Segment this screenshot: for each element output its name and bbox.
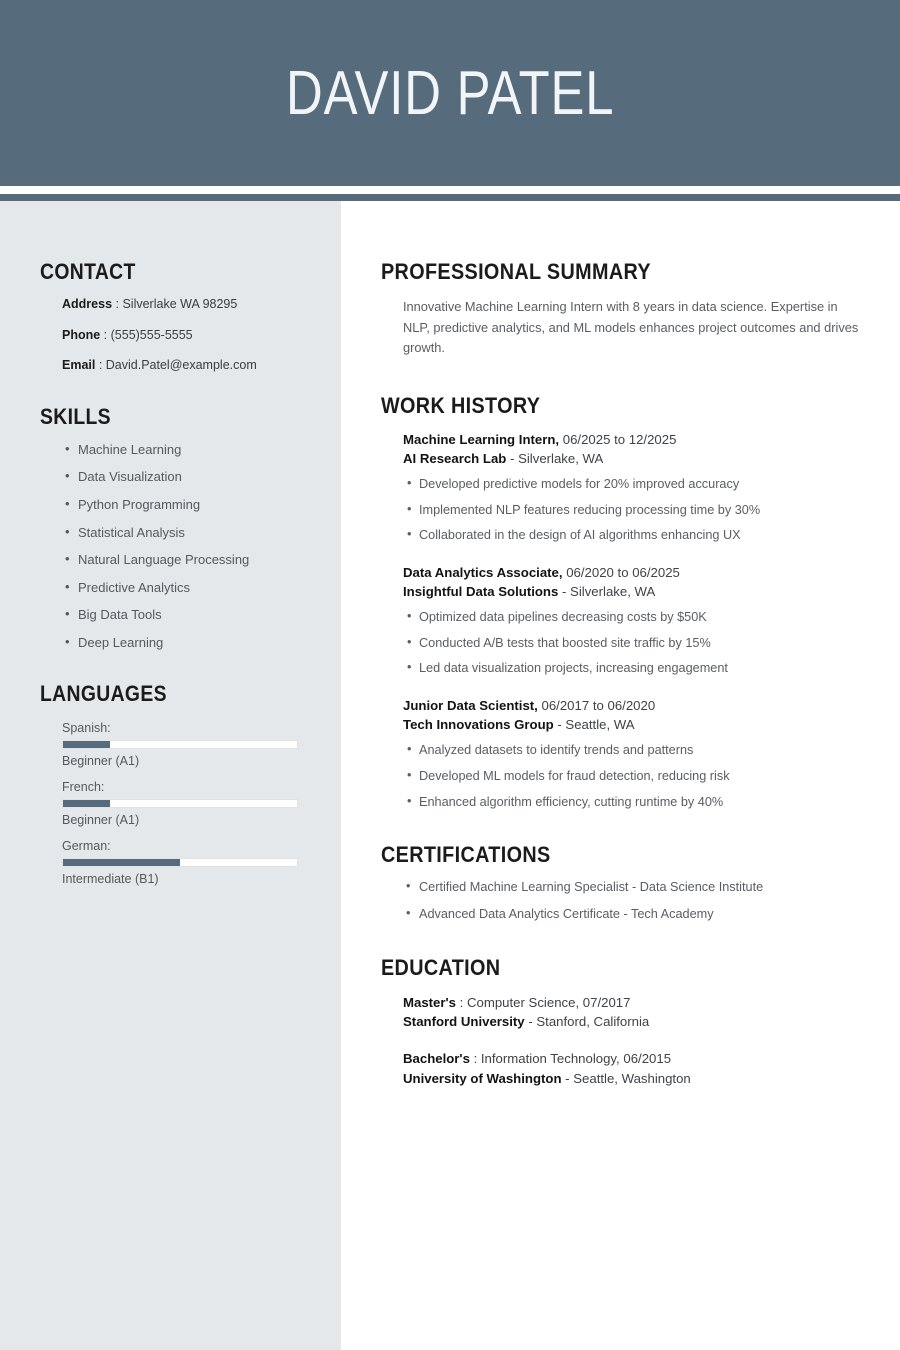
education-entry [381, 993, 860, 1031]
contact-list [40, 297, 311, 374]
certifications-heading: CERTIFICATIONS [381, 842, 551, 868]
list-item: • Analyzed datasets to identify trends and patterns [419, 743, 860, 759]
contact-section [40, 259, 311, 374]
main-column [341, 201, 900, 1350]
contact-item-address [62, 297, 311, 313]
job-title: Junior Data Scientist, [403, 698, 538, 714]
job-title-line [403, 697, 860, 716]
job-location: - Silverlake, WA [506, 450, 604, 466]
page-title: DAVID PATEL [285, 58, 615, 128]
job-entry [381, 431, 860, 544]
job-bullets [403, 610, 860, 678]
job-location: - Silverlake, WA [558, 583, 656, 599]
list-item: • Developed ML models for fraud detection, reducing risk [419, 769, 860, 785]
contact-item-phone [62, 328, 311, 344]
language-proficiency-bar [62, 799, 298, 808]
contact-value-address: Silverlake WA 98295 [122, 297, 238, 311]
language-item-spanish [62, 721, 311, 768]
contact-sep-email: : [95, 358, 106, 373]
job-dates: 06/2025 to 12/2025 [559, 432, 677, 448]
skills-section [40, 404, 311, 651]
languages-list [40, 719, 311, 886]
job-title-line [403, 431, 860, 450]
contact-value-email: David.Patel@example.com [105, 358, 257, 373]
job-company: Tech Innovations Group [403, 717, 554, 733]
list-item: • Implemented NLP features reducing processing time by 30% [419, 503, 860, 519]
language-proficiency-bar [62, 740, 298, 749]
summary-text: Innovative Machine Learning Intern with 8 years in data science. Expertise in NLP, predictive analytics, and ML models enhances project outcomes and drives growth. [403, 299, 859, 356]
job-entry [381, 697, 860, 810]
resume-header [0, 0, 900, 186]
language-name: German: [62, 838, 111, 853]
skills-list [40, 442, 311, 651]
list-item: • Deep Learning [78, 635, 311, 651]
language-name: French: [62, 779, 105, 794]
list-item: • Statistical Analysis [78, 525, 311, 541]
job-dates: 06/2020 to 06/2025 [562, 565, 680, 581]
education-school-line [403, 1069, 860, 1088]
list-item: • Led data visualization projects, increasing engagement [419, 661, 860, 677]
list-item: • Natural Language Processing [78, 552, 311, 568]
language-level: Beginner (A1) [62, 812, 140, 827]
list-item: • Python Programming [78, 497, 311, 513]
contact-heading: CONTACT [40, 259, 136, 284]
education-section [381, 955, 860, 1088]
job-title: Machine Learning Intern, [403, 432, 560, 448]
education-degree-line [403, 1049, 860, 1068]
education-location: - Stanford, California [524, 1014, 650, 1030]
education-field: : Computer Science, 07/2017 [455, 995, 631, 1011]
list-item: • Collaborated in the design of AI algorithms enhancing UX [419, 528, 860, 544]
education-heading: EDUCATION [381, 955, 501, 981]
header-gap [0, 186, 900, 194]
job-dates: 06/2017 to 06/2020 [537, 698, 656, 714]
list-item: • Enhanced algorithm efficiency, cutting runtime by 40% [419, 795, 860, 811]
list-item: • Machine Learning [78, 442, 311, 458]
list-item: • Predictive Analytics [78, 580, 311, 596]
header-accent-stripe [0, 194, 900, 201]
job-company-line [403, 450, 860, 469]
work-history-heading: WORK HISTORY [381, 393, 541, 419]
language-level: Beginner (A1) [62, 753, 140, 768]
language-proficiency-fill [63, 859, 180, 866]
summary-heading: PROFESSIONAL SUMMARY [381, 259, 651, 284]
language-proficiency-fill [63, 800, 110, 807]
job-bullets [403, 477, 860, 545]
job-bullets [403, 743, 860, 811]
certifications-list [381, 880, 860, 923]
list-item: • Advanced Data Analytics Certificate - Tech Academy [419, 907, 860, 923]
education-degree: Master's [403, 995, 456, 1011]
education-field: : Information Technology, 06/2015 [469, 1051, 672, 1067]
education-school-line [403, 1012, 860, 1031]
contact-sep-phone: : [100, 327, 111, 342]
contact-label-email: Email [62, 358, 96, 373]
job-company: Insightful Data Solutions [403, 583, 559, 599]
education-degree: Bachelor's [403, 1051, 470, 1067]
job-company: AI Research Lab [403, 450, 507, 466]
certifications-section [381, 842, 860, 923]
list-item: • Data Visualization [78, 469, 311, 485]
job-title-line [403, 564, 860, 583]
contact-label-address: Address [62, 297, 113, 311]
job-company-line [403, 583, 860, 602]
language-item-french [62, 780, 311, 827]
job-title: Data Analytics Associate, [403, 565, 563, 581]
languages-section [40, 681, 311, 886]
list-item: • Certified Machine Learning Specialist - Data Science Institute [419, 880, 860, 896]
education-school: University of Washington [403, 1070, 562, 1086]
language-item-german [62, 839, 311, 886]
job-location: - Seattle, WA [553, 717, 635, 733]
job-company-line [403, 716, 860, 735]
contact-label-phone: Phone [62, 327, 101, 342]
content-columns [0, 201, 900, 1350]
job-entry [381, 564, 860, 677]
contact-item-email [62, 358, 311, 374]
education-location: - Seattle, Washington [561, 1070, 691, 1086]
education-school: Stanford University [403, 1014, 525, 1030]
list-item: • Developed predictive models for 20% improved accuracy [419, 477, 860, 493]
language-proficiency-bar [62, 858, 298, 867]
education-degree-line [403, 993, 860, 1012]
languages-heading: LANGUAGES [40, 680, 167, 706]
list-item: • Big Data Tools [78, 607, 311, 623]
contact-sep-address: : [112, 297, 123, 311]
skills-heading: SKILLS [40, 403, 111, 429]
language-level: Intermediate (B1) [62, 871, 159, 886]
language-name: Spanish: [62, 720, 111, 735]
language-proficiency-fill [63, 741, 110, 748]
list-item: • Conducted A/B tests that boosted site traffic by 15% [419, 636, 860, 652]
sidebar [0, 201, 341, 1350]
contact-value-phone: (555)555-5555 [110, 327, 193, 342]
list-item: • Optimized data pipelines decreasing costs by $50K [419, 610, 860, 626]
professional-summary-section [381, 259, 860, 359]
work-history-section [381, 393, 860, 810]
education-entry [381, 1049, 860, 1087]
